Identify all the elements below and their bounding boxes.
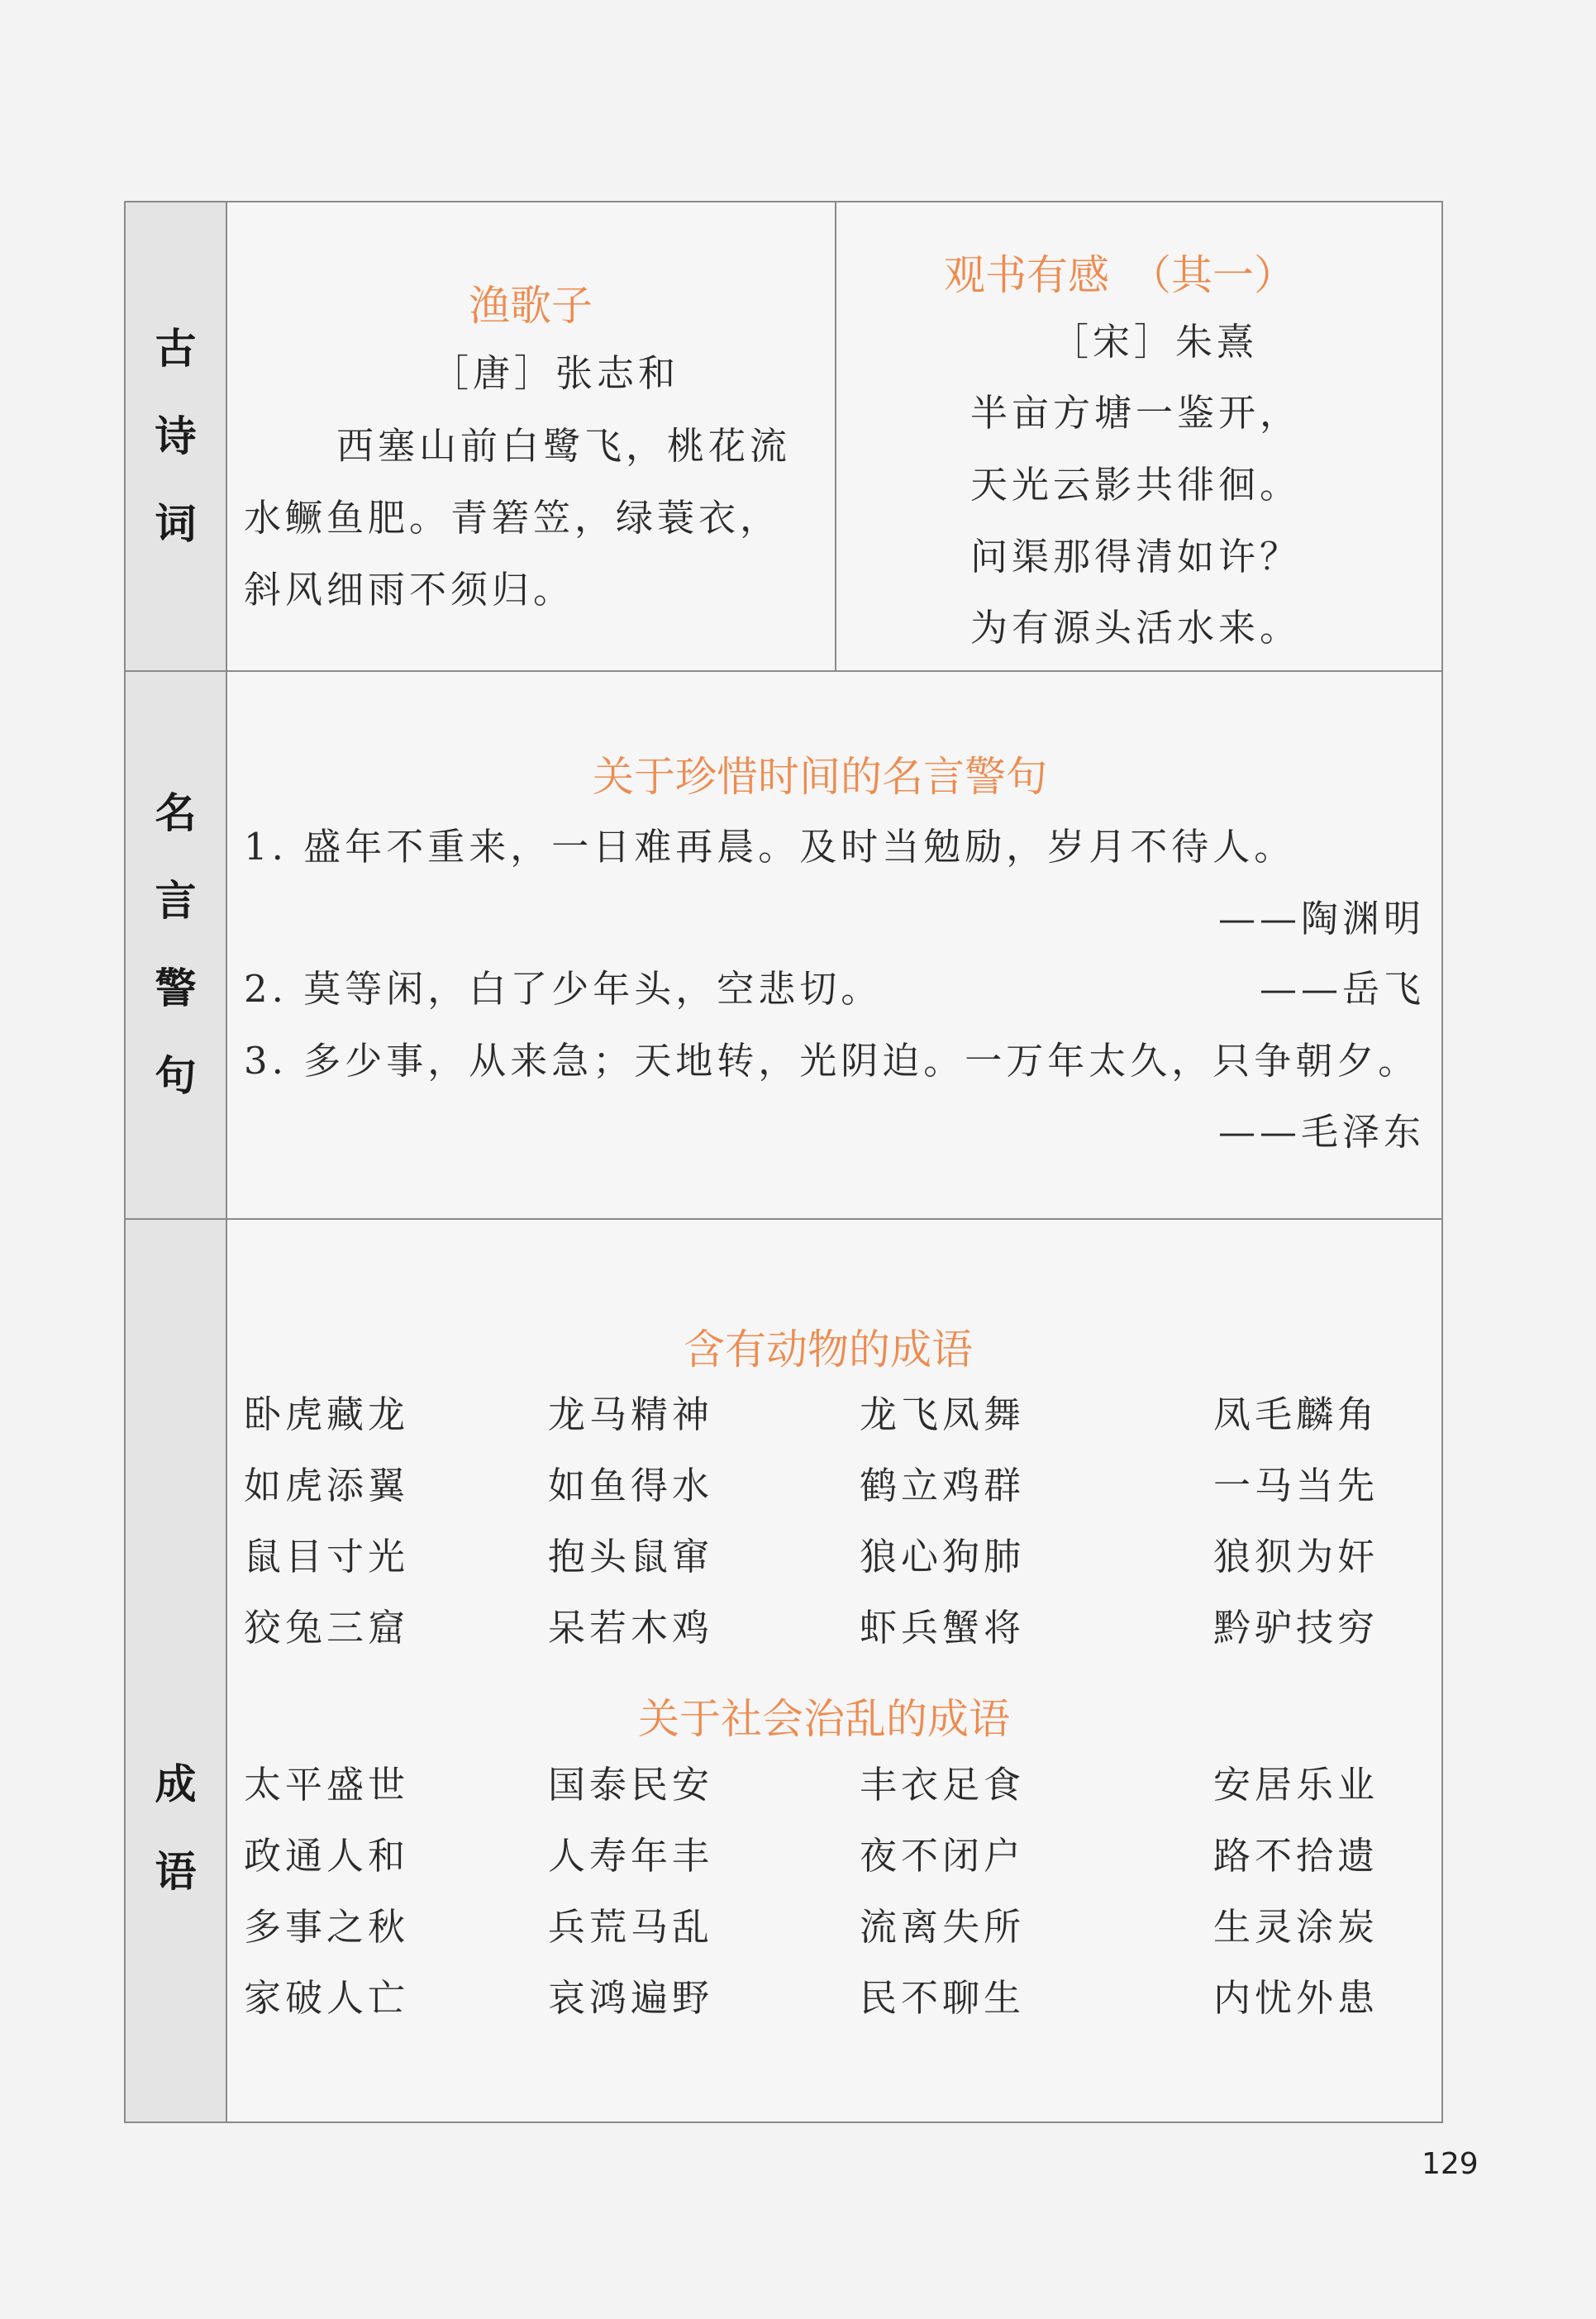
idiom: 如鱼得水 [548, 1464, 714, 1507]
poem1-line: 斜风细雨不须归。 [244, 568, 575, 612]
idiom: 人寿年丰 [548, 1834, 714, 1878]
idiom: 哀鸿遍野 [548, 1976, 714, 2020]
idiom: 如虎添翼 [244, 1464, 410, 1507]
poem2-title: 观书有感 （其一） [944, 251, 1295, 299]
idiom: 家破人亡 [244, 1976, 410, 2020]
poem1-line: 西塞山前白鹭飞，桃花流 [336, 424, 792, 468]
poem1-line: 水鳜鱼肥。青箬笠，绿蓑衣， [244, 496, 782, 540]
idiom: 国泰民安 [548, 1763, 714, 1807]
idiom: 安居乐业 [1213, 1763, 1379, 1807]
poem2-author: ［宋］朱熹 [1051, 320, 1259, 364]
idiom: 鹤立鸡群 [860, 1464, 1026, 1507]
poem1-title: 渔歌子 [469, 282, 593, 330]
idiom: 狼狈为奸 [1213, 1535, 1379, 1579]
quotes-heading: 关于珍惜时间的名言警句 [593, 753, 1047, 801]
idiom: 鼠目寸光 [244, 1535, 410, 1579]
idiom: 一马当先 [1213, 1464, 1379, 1507]
idiom: 虾兵蟹将 [860, 1606, 1026, 1650]
content-table [124, 201, 1443, 2123]
idiom: 狡兔三窟 [244, 1606, 410, 1650]
idiom: 狼心狗肺 [860, 1535, 1026, 1579]
poem2-line: 半亩方塘一鉴开， [970, 391, 1302, 435]
idiom: 抱头鼠窜 [548, 1535, 714, 1579]
page-number: 129 [1422, 2147, 1479, 2181]
idiom: 呆若木鸡 [548, 1606, 714, 1650]
idiom: 卧虎藏龙 [244, 1393, 410, 1436]
idioms-animals-heading: 含有动物的成语 [684, 1326, 973, 1374]
idiom: 太平盛世 [244, 1763, 410, 1807]
quote-text: 2. 莫等闲，白了少年头，空悲切。 [244, 967, 883, 1011]
quote-text: 1. 盛年不重来，一日难再晨。及时当勉励，岁月不待人。 [244, 825, 1296, 869]
idiom: 龙飞凤舞 [860, 1393, 1026, 1436]
quote-source: ——陶渊明 [1217, 897, 1425, 940]
divider-poems [835, 202, 836, 670]
idiom: 政通人和 [244, 1834, 410, 1878]
idiom: 黔驴技穷 [1213, 1606, 1379, 1650]
section-label-idioms: 成 语 [155, 1760, 197, 1896]
poem2-line: 问渠那得清如许？ [970, 535, 1302, 579]
idiom: 夜不闭户 [860, 1834, 1026, 1878]
quote-source: ——岳飞 [1259, 967, 1425, 1011]
idiom: 民不聊生 [860, 1976, 1026, 2020]
idiom: 流离失所 [860, 1905, 1026, 1949]
idiom: 内忧外患 [1213, 1976, 1379, 2020]
idiom: 路不拾遗 [1213, 1834, 1379, 1878]
idiom: 龙马精神 [548, 1393, 714, 1436]
idiom: 丰衣足食 [860, 1763, 1026, 1807]
section-label-quotes: 名 言 警 句 [155, 788, 197, 1100]
poem2-line: 天光云影共徘徊。 [970, 463, 1302, 507]
idiom: 多事之秋 [244, 1905, 410, 1949]
divider-poetry-quotes [126, 670, 1441, 672]
quote-text: 3. 多少事，从来急；天地转，光阴迫。一万年太久，只争朝夕。 [244, 1039, 1420, 1083]
idiom: 生灵涂炭 [1213, 1905, 1379, 1949]
idiom: 兵荒马乱 [548, 1905, 714, 1949]
idiom: 凤毛麟角 [1213, 1393, 1379, 1436]
section-label-poetry: 古 诗 词 [155, 325, 197, 548]
poem2-line: 为有源头活水来。 [970, 606, 1302, 650]
quote-source: ——毛泽东 [1217, 1110, 1425, 1154]
divider-quotes-idioms [126, 1218, 1441, 1220]
idioms-society-heading: 关于社会治乱的成语 [638, 1695, 1010, 1743]
poem1-author: ［唐］张志和 [431, 351, 680, 395]
